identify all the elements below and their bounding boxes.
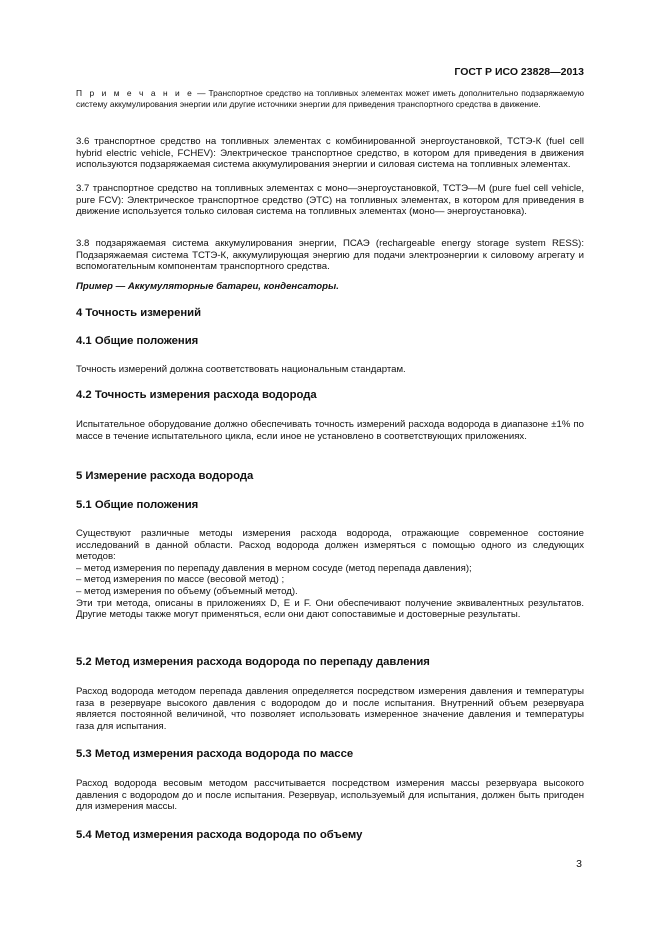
definition-3-7 bbox=[76, 183, 584, 218]
example bbox=[76, 281, 584, 293]
document-id: ГОСТ Р ИСО 23828—2013 bbox=[454, 66, 584, 78]
section-5-1-body bbox=[76, 528, 584, 621]
section-5-2-text: Расход водорода методом перепада давления определяется посредством измерения давления и температуры газа в резервуаре высокого давления с водородом до и после испытания. Внутренний объем резервуара является постоянной величиной, что позволяет использовать измеренное значение давления и температуры газа для испытания. bbox=[76, 686, 584, 732]
note-label: П р и м е ч а н и е bbox=[76, 88, 195, 98]
list-item: – метод измерения по перепаду давления в мерном сосуде (метод перепада давления); bbox=[76, 562, 472, 574]
section-4-2-text: Испытательное оборудование должно обеспечивать точность измерений расхода водорода в диапазоне ±1% по массе в течение испытательного цикла, если иное не установлено в соответствующих приложениях. bbox=[76, 419, 584, 442]
section-5-1-intro: Существуют различные методы измерения расхода водорода, отражающие современное состояние исследований в данной области. Расход водорода должен измеряться с помощью одного из следующих методов: bbox=[76, 528, 584, 563]
definition-3-6 bbox=[76, 136, 584, 171]
definition-text: 3.6 транспортное средство на топливных элементах с комбинированной энергоустановкой, ТСТЭ-К (fuel cell hybrid electric vehicle, FCHEV): Электрическое транспортное средство, в котором для приведения в движения используются подзаряжаемая система аккумулирования энергии и силовая система на топливных элементах. bbox=[76, 136, 584, 171]
section-5-heading: 5 Измерение расхода водорода bbox=[76, 470, 254, 482]
definition-text: 3.7 транспортное средство на топливных элементах с моно—энергоустановкой, ТСТЭ—М (pure fuel cell vehicle, pure FCV): Электрическое транспортное средство (ЭТС) на топливных элементах, в котором для приведения в движение используется только силовая система на топливных элементах (моно— энергоустановка). bbox=[76, 183, 584, 218]
section-5-2-heading: 5.2 Метод измерения расхода водорода по перепаду давления bbox=[76, 656, 430, 668]
definition-text: 3.8 подзаряжаемая система аккумулирования энергии, ПСАЭ (rechargeable energy storage system RESS): Подзаряжаемая система ТСТЭ-К, аккумулирующая энергию для подачи электроэнергии к силовому агрегату и вспомогательным компонентам транспортного средства. bbox=[76, 238, 584, 273]
list-item: – метод измерения по объему (объемный метод). bbox=[76, 585, 298, 597]
section-5-3-text: Расход водорода весовым методом рассчитывается посредством измерения массы резервуара высокого давления с водородом до и после испытания. Резервуар, используемый для испытания, должен быть пригоден для измерения массы. bbox=[76, 778, 584, 813]
list-item: – метод измерения по массе (весовой метод) ; bbox=[76, 574, 285, 586]
section-4-1-text: Точность измерений должна соответствовать национальным стандартам. bbox=[76, 364, 406, 375]
note-block bbox=[76, 88, 584, 110]
section-5-3-heading: 5.3 Метод измерения расхода водорода по массе bbox=[76, 748, 354, 760]
example-text: Пример — Аккумуляторные батареи, конденсаторы. bbox=[76, 281, 339, 292]
section-5-4-heading: 5.4 Метод измерения расхода водорода по объему bbox=[76, 829, 363, 841]
definition-3-8 bbox=[76, 238, 584, 273]
section-4-2-heading: 4.2 Точность измерения расхода водорода bbox=[76, 389, 317, 401]
note-text: — Транспортное средство на топливных элементах может иметь дополнительно подзаряжаемую систему аккумулирования энергии или другие источники энергии для приведения транспортного средства в движение. bbox=[76, 88, 584, 109]
section-4-1-heading: 4.1 Общие положения bbox=[76, 335, 199, 347]
section-4-heading: 4 Точность измерений bbox=[76, 307, 202, 319]
section-5-1-heading: 5.1 Общие положения bbox=[76, 499, 199, 511]
section-5-1-outro: Эти три метода, описаны в приложениях D, E и F. Они обеспечивают получение эквивалентных результатов. Другие методы также могут применяться, если они дают сопоставимые и достоверные результаты. bbox=[76, 597, 584, 621]
page-number: 3 bbox=[576, 858, 582, 870]
